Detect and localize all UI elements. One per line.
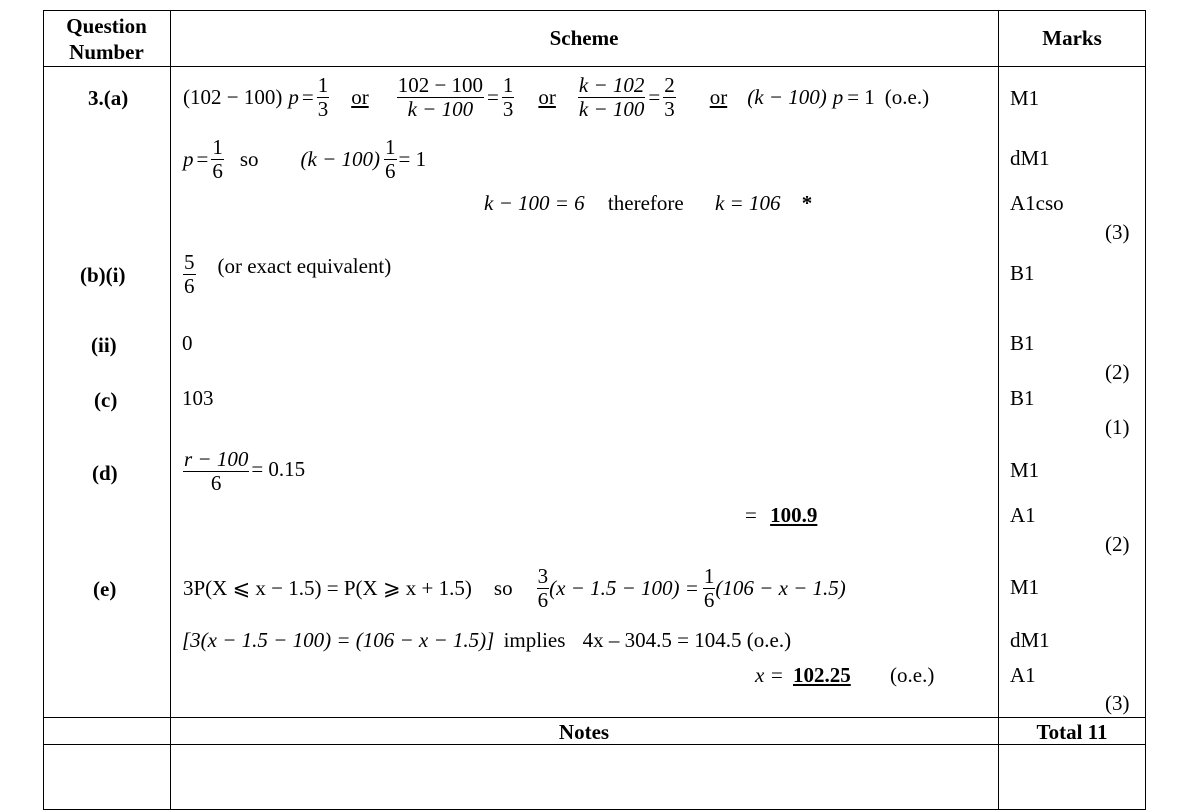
- label-3d: (d): [92, 461, 118, 485]
- mark-a1: M1: [1010, 86, 1040, 110]
- scheme-b-i: $\frac{5}{6}$ (or exact equivalent): [184, 250, 392, 298]
- mark-d2: A1: [1010, 503, 1036, 527]
- label-3b-ii: (ii): [91, 333, 117, 357]
- label-3e: (e): [93, 577, 117, 601]
- label-3a: 3.(a): [88, 86, 129, 110]
- fraction-one-sixth: $\frac{1}{6}$: [703, 564, 715, 612]
- scheme-a-line2: p = $\frac{1}{6}$ so (k − 100) $\frac{1}{6}$ = 1: [183, 135, 427, 183]
- answer-d: 100.9: [770, 503, 818, 527]
- or-separator: or: [709, 84, 728, 109]
- or-separator: or: [351, 84, 369, 109]
- or-separator: or: [538, 84, 556, 109]
- total-marks: Total 11: [1036, 720, 1108, 744]
- mark-total-e: (3): [1105, 691, 1130, 715]
- mark-b-ii: B1: [1010, 331, 1035, 355]
- column-divider-1: [170, 10, 171, 810]
- label-3c: (c): [94, 388, 118, 412]
- header-scheme: Scheme: [549, 26, 619, 50]
- scheme-b-ii: 0: [182, 331, 193, 355]
- notes-divider: [43, 717, 1146, 718]
- fraction-one-third: $\frac{1}{3}$: [317, 73, 329, 121]
- mark-total-c: (1): [1105, 415, 1130, 439]
- fraction-one-sixth: $\frac{1}{6}$: [212, 135, 223, 183]
- mark-e1: M1: [1010, 575, 1040, 599]
- fraction-three-sixths: $\frac{3}{6}$: [537, 564, 549, 612]
- fraction-102-minus-100-over-k: $\frac{102 - 100}{k - 100}$: [397, 73, 484, 121]
- header-marks: Marks: [1042, 26, 1102, 50]
- mark-e3: A1: [1010, 663, 1036, 687]
- scheme-c: 103: [182, 386, 214, 410]
- mark-e2: dM1: [1010, 628, 1050, 652]
- mark-a3: A1cso: [1010, 191, 1064, 215]
- header-divider: [43, 66, 1146, 67]
- column-divider-2: [998, 10, 999, 810]
- scheme-a-line3: k − 100 = 6 therefore k = 106 *: [484, 191, 813, 215]
- mark-b-i: B1: [1010, 261, 1035, 285]
- scheme-a-expr4: (k − 100): [747, 84, 827, 109]
- mark-total-d: (2): [1105, 532, 1130, 556]
- fraction-r-minus-100-over-6: $\frac{r - 100}{6}$: [184, 447, 249, 495]
- scheme-e-line2: [3(x − 1.5 − 100) = (106 − x − 1.5)] implies 4x – 304.5 = 104.5 (o.e.): [182, 628, 792, 652]
- scheme-a-line1: (102 − 100) p = $\frac{1}{3}$ or $\frac{102 - 100}{k - 100}$ = $\frac{1}{3}$ or $\frac{k - 102}{k - 100}$ = $\frac{2}{3}$ or (k − 100) p = 1 (o.e.): [183, 73, 930, 121]
- label-3b-i: (b)(i): [80, 263, 126, 287]
- answer-e: 102.25: [793, 663, 851, 687]
- scheme-e-line1: 3P(X ⩽ x − 1.5) = P(X ⩾ x + 1.5) so $\frac{3}{6}$ (x − 1.5 − 100) = $\frac{1}{6}$ (106 − x − 1.5): [183, 564, 846, 612]
- given-answer-star: *: [801, 191, 813, 215]
- mark-d1: M1: [1010, 458, 1040, 482]
- scheme-d-line1: $\frac{r - 100}{6}$ = 0.15: [184, 447, 306, 495]
- mark-c: B1: [1010, 386, 1035, 410]
- fraction-five-sixths: $\frac{5}{6}$: [184, 250, 195, 298]
- fraction-k-minus-102: $\frac{k - 102}{k - 100}$: [578, 73, 645, 121]
- scheme-a-expr1: (102 − 100): [183, 84, 283, 109]
- scheme-e-line3: x = 102.25 (o.e.): [755, 663, 935, 687]
- header-question-number: Question Number: [66, 14, 147, 64]
- mark-total-a: (3): [1105, 220, 1130, 244]
- mark-total-b: (2): [1105, 360, 1130, 384]
- scheme-d-line2: = 100.9: [745, 503, 818, 527]
- mark-a2: dM1: [1010, 146, 1050, 170]
- notes-heading: Notes: [558, 720, 610, 744]
- fraction-two-thirds: $\frac{2}{3}$: [664, 73, 675, 121]
